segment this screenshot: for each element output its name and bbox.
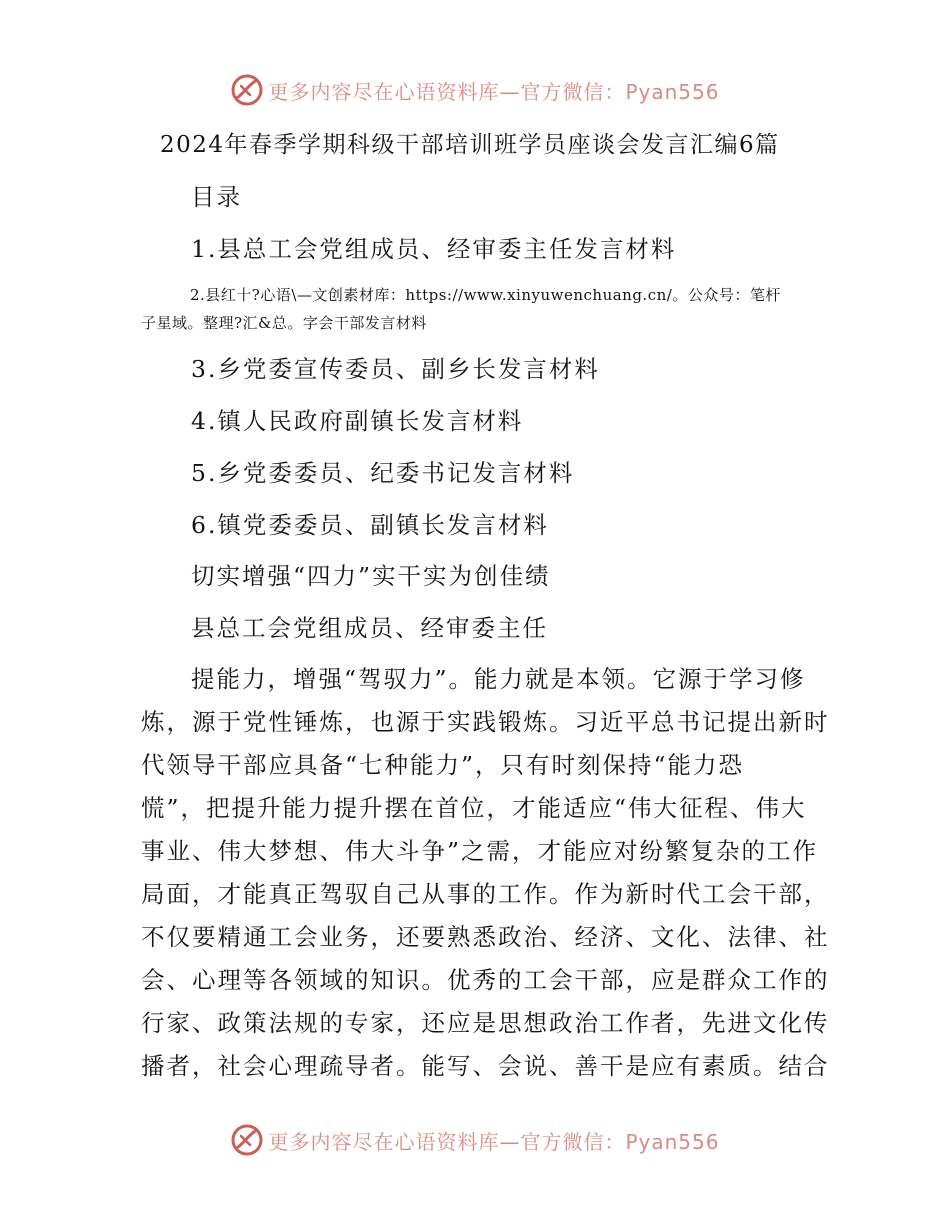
- watermark-banner-bottom: [0, 1120, 950, 1160]
- body-line: 会、心理等各领域的知识。优秀的工会干部，应是群众工作的: [141, 966, 830, 994]
- body-line: 播者，社会心理疏导者。能写、会说、善干是应有素质。结合: [141, 1052, 830, 1080]
- watermark-text: 更多内容尽在心语资料库—官方微信：Pyan556: [268, 1129, 720, 1154]
- toc-heading: 目录: [191, 183, 242, 211]
- body-line: 炼，源于党性锤炼，也源于实践锻炼。习近平总书记提出新时: [141, 708, 830, 736]
- body-line: 慌”，把提升能力提升摆在首位，才能适应“伟大征程、伟大: [141, 794, 807, 822]
- document-title: 2024年春季学期科级干部培训班学员座谈会发言汇编6篇: [160, 132, 780, 158]
- toc-item-2-line-2: 子星域。整理?汇&总。字会干部发言材料: [141, 314, 427, 332]
- body-line: 不仅要精通工会业务，还要熟悉政治、经济、文化、法律、社: [141, 923, 830, 951]
- watermark-banner-top: [0, 70, 950, 110]
- body-line: 行家、政策法规的专家，还应是思想政治工作者，先进文化传: [141, 1009, 830, 1037]
- watermark-text: 更多内容尽在心语资料库—官方微信：Pyan556: [268, 79, 720, 104]
- body-line: 局面，才能真正驾驭自己从事的工作。作为新时代工会干部，: [141, 880, 830, 908]
- toc-item-4: 4.镇人民政府副镇长发言材料: [191, 407, 524, 435]
- body-line: 事业、伟大梦想、伟大斗争”之需，才能应对纷繁复杂的工作: [141, 837, 819, 865]
- brush-logo-icon: [230, 1123, 264, 1157]
- body-line: 提能力，增强“驾驭力”。能力就是本领。它源于学习修: [191, 665, 806, 693]
- toc-item-2-line-1: 2.县红十?心语\—文创素材库：https://www.xinyuwenchuang.cn/。公众号：笔杆: [190, 286, 781, 304]
- toc-item-5: 5.乡党委委员、纪委书记发言材料: [191, 459, 575, 487]
- brush-logo-icon: [230, 73, 264, 107]
- body-line: 代领导干部应具备“七种能力”，只有时刻保持“能力恐: [141, 751, 745, 779]
- article-heading: 切实增强“四力”实干实为创佳绩: [191, 562, 551, 590]
- toc-item-1: 1.县总工会党组成员、经审委主任发言材料: [191, 235, 677, 263]
- article-author: 县总工会党组成员、经审委主任: [191, 614, 548, 642]
- toc-item-3: 3.乡党委宣传委员、副乡长发言材料: [191, 355, 600, 383]
- toc-item-6: 6.镇党委委员、副镇长发言材料: [191, 511, 549, 539]
